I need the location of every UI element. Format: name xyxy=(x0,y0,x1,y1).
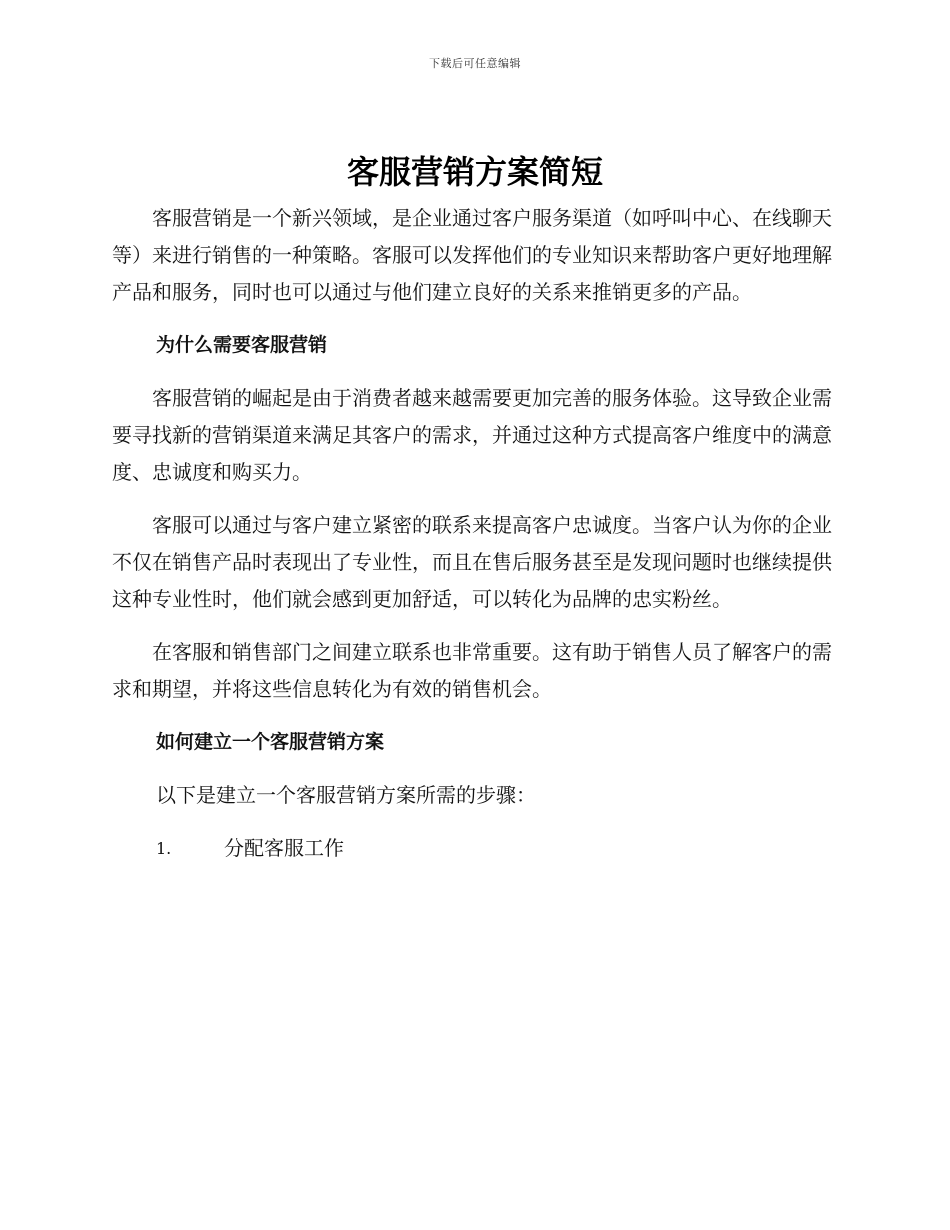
document-body xyxy=(112,200,832,867)
list-item xyxy=(112,830,832,867)
list-item-number: 1. xyxy=(156,839,172,858)
section-heading-why: 为什么需要客服营销 xyxy=(156,334,328,356)
paragraph-intro: 客服营销是一个新兴领域，是企业通过客户服务渠道（如呼叫中心、在线聊天等）来进行销售的一种策略。客服可以发挥他们的专业知识来帮助客户更好地理解产品和服务，同时也可以通过与他们建立良好的关系来推销更多的产品。 xyxy=(112,206,832,304)
header-note: 下载后可任意编辑 xyxy=(429,57,521,70)
paragraph-why-2: 客服可以通过与客户建立紧密的联系来提高客户忠诚度。当客户认为你的企业不仅在销售产品时表现出了专业性，而且在售后服务甚至是发现问题时也继续提供这种专业性时，他们就会感到更加舒适，可以转化为品牌的忠实粉丝。 xyxy=(112,513,832,611)
paragraph-why-3: 在客服和销售部门之间建立联系也非常重要。这有助于销售人员了解客户的需求和期望，并将这些信息转化为有效的销售机会。 xyxy=(112,640,832,701)
paragraph-steps-intro: 以下是建立一个客服营销方案所需的步骤： xyxy=(156,783,536,807)
list-item-text: 分配客服工作 xyxy=(224,836,344,860)
document-title: 客服营销方案简短 xyxy=(346,153,603,191)
section-heading-how: 如何建立一个客服营销方案 xyxy=(156,731,385,753)
paragraph-why-1: 客服营销的崛起是由于消费者越来越需要更加完善的服务体验。这导致企业需要寻找新的营销渠道来满足其客户的需求，并通过这种方式提高客户维度中的满意度、忠诚度和购买力。 xyxy=(112,386,832,484)
